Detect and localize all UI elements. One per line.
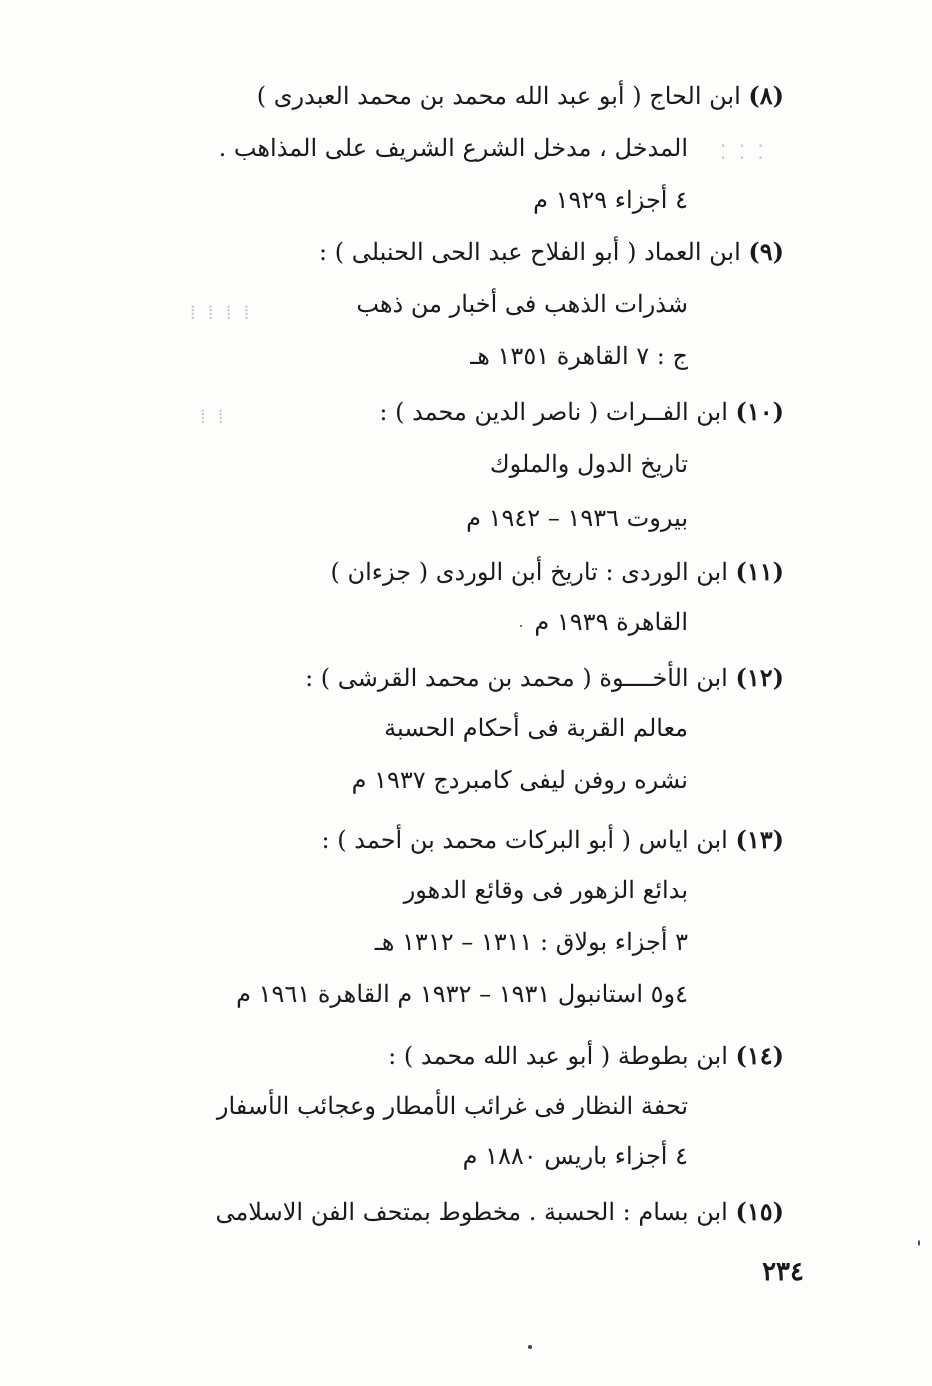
- entry-8-title: المدخل ، مدخل الشرع الشريف على المذاهب .: [218, 134, 688, 162]
- entry-8-imprint: ٤ أجزاء ١٩٢٩ م: [533, 186, 688, 214]
- entry-8-heading: [257, 80, 784, 112]
- entry-13-author: ابن اياس ( أبو البركات محمد بن أحمد ) :: [321, 826, 728, 854]
- entry-10-title: تاريخ الدول والملوك: [489, 450, 688, 478]
- entry-15-number: (١٥): [735, 1197, 784, 1226]
- entry-13-number: (١٣): [735, 825, 784, 854]
- entry-10-heading: [379, 396, 784, 428]
- entry-12-imprint: نشره روفن ليفى كامبردج ١٩٣٧ م: [351, 766, 688, 794]
- entry-15-heading: [215, 1196, 784, 1228]
- entry-14-author: ابن بطوطة ( أبو عبد الله محمد ) :: [388, 1042, 728, 1070]
- bleed-through-mark: ⁚ ⁚ ⁚: [720, 140, 767, 164]
- entry-15-author: ابن بسام : الحسبة . مخطوط بمتحف الفن الاسلامى: [215, 1198, 728, 1226]
- entry-12-title: معالم القربة فى أحكام الحسبة: [384, 714, 688, 742]
- entry-11-heading: [330, 556, 784, 588]
- entry-9-imprint: ج : ٧ القاهرة ١٣٥١ هـ: [470, 342, 688, 370]
- entry-11-author: ابن الوردى : تاريخ أبن الوردى ( جزءان ): [330, 558, 728, 586]
- bleed-through-mark: ⁞ ⁞ ⁞ ⁞: [190, 300, 253, 324]
- entry-12-number: (١٢): [735, 663, 784, 692]
- entry-12-heading: [305, 662, 784, 694]
- entry-11-imprint: القاهرة ١٩٣٩ م: [534, 608, 688, 636]
- ink-speck: [520, 625, 522, 627]
- entry-14-heading: [388, 1040, 784, 1072]
- entry-13-imprint-1: ٣ أجزاء بولاق : ١٣١١ – ١٣١٢ هـ: [374, 928, 688, 956]
- ink-speck: [918, 1240, 920, 1246]
- entry-10-number: (١٠): [735, 397, 784, 426]
- entry-9-heading: [319, 236, 784, 268]
- entry-11-number: (١١): [735, 557, 784, 586]
- page-number: ٢٣٤: [762, 1257, 804, 1287]
- entry-9-number: (٩): [748, 237, 784, 266]
- entry-14-number: (١٤): [735, 1041, 784, 1070]
- entry-13-heading: [322, 824, 784, 856]
- entry-14-imprint: ٤ أجزاء باريس ١٨٨٠ م: [462, 1142, 688, 1170]
- entry-9-title: شذرات الذهب فى أخبار من ذهب: [356, 290, 688, 318]
- bleed-through-mark: ⁞ ⁞: [200, 404, 227, 428]
- entry-13-title: بدائع الزهور فى وقائع الدهور: [403, 876, 688, 904]
- ink-speck: [528, 1345, 532, 1349]
- entry-9-author: ابن العماد ( أبو الفلاح عبد الحى الحنبلى ) :: [319, 238, 741, 266]
- entry-13-imprint-2: ٤و٥ استانبول ١٩٣١ – ١٩٣٢ م القاهرة ١٩٦١ م: [236, 980, 688, 1008]
- entry-10-author: ابن الفــرات ( ناصر الدين محمد ) :: [379, 398, 728, 426]
- entry-12-author: ابن الأخــــوة ( محمد بن محمد القرشى ) :: [305, 664, 728, 692]
- entry-14-title: تحفة النظار فى غرائب الأمطار وعجائب الأسفار: [216, 1092, 688, 1120]
- entry-10-imprint: بيروت ١٩٣٦ – ١٩٤٢ م: [466, 504, 688, 532]
- entry-8-number: (٨): [748, 81, 784, 110]
- entry-8-author: ابن الحاج ( أبو عبد الله محمد بن محمد العبدرى ): [256, 82, 741, 110]
